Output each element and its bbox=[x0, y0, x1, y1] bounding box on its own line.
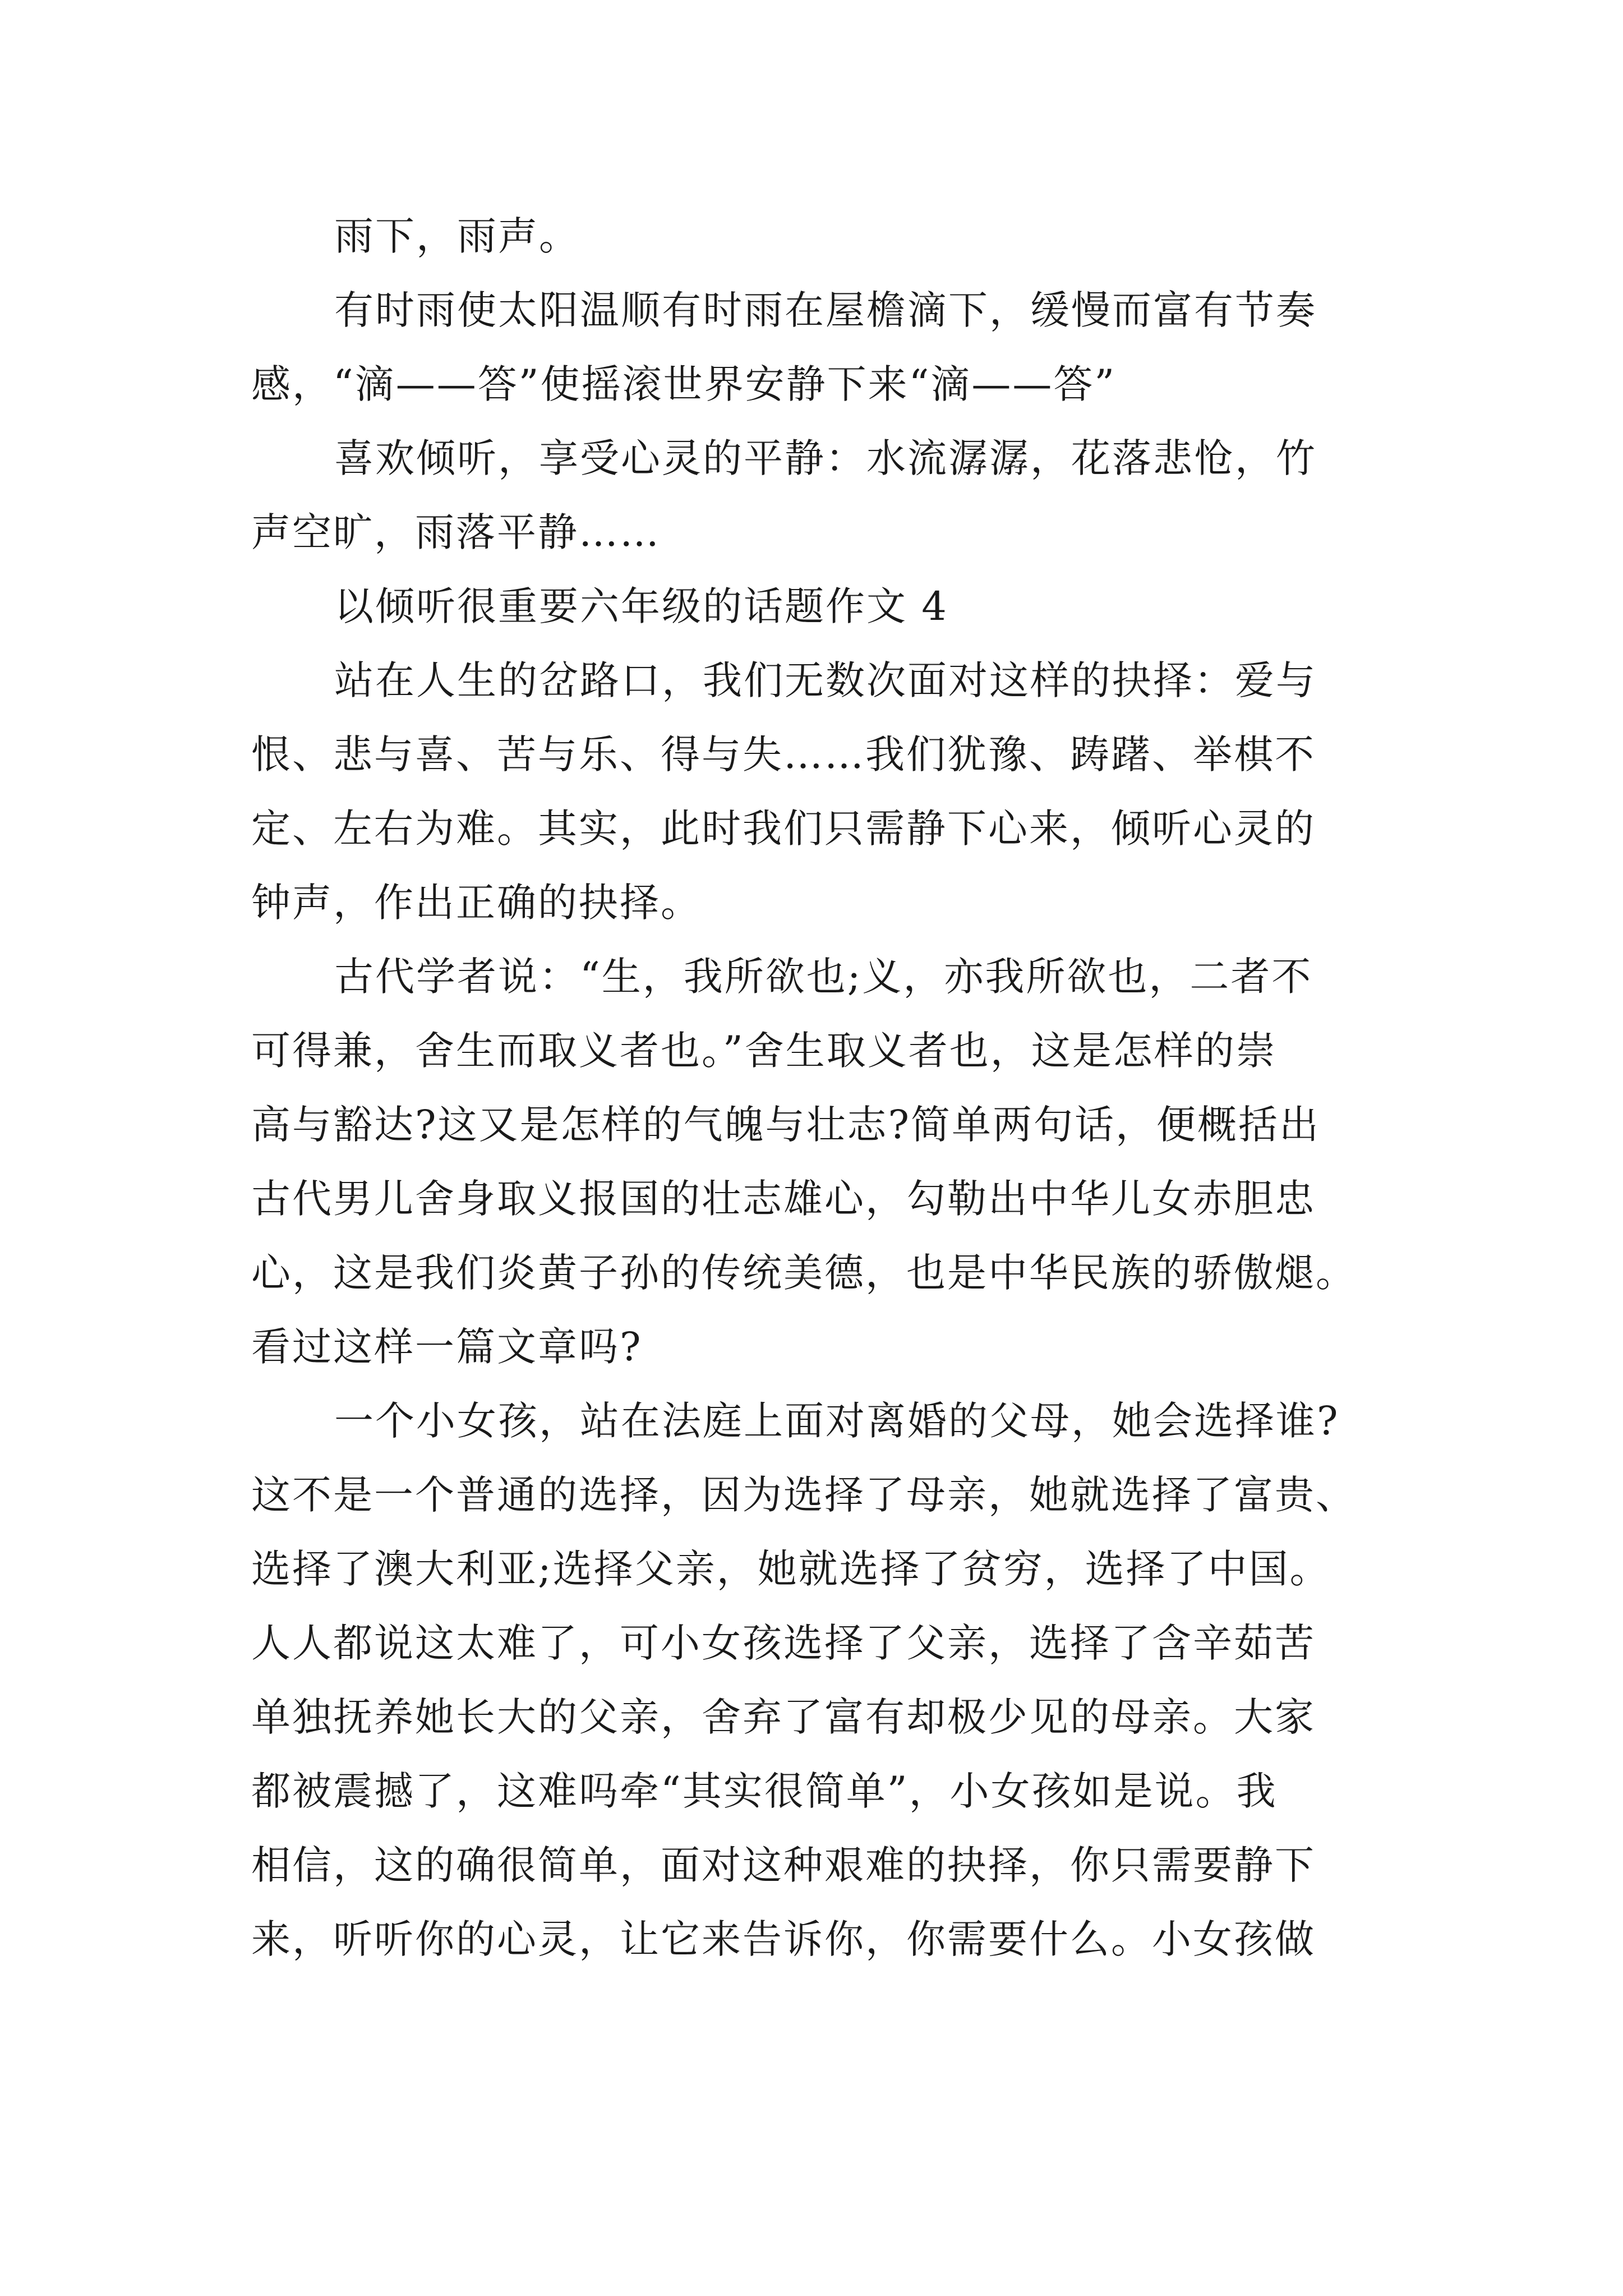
article-body bbox=[251, 199, 1390, 1976]
paragraph-line: 单独抚养她长大的父亲，舍弃了富有却极少见的母亲。大家 bbox=[251, 1694, 1316, 1740]
paragraph-line: 有时雨使太阳温顺有时雨在屋檐滴下，缓慢而富有节奏 bbox=[334, 287, 1317, 333]
paragraph-line: 感，“滴——答”使摇滚世界安静下来“滴——答” bbox=[251, 361, 1117, 407]
paragraph-line: 心，这是我们炎黄子孙的传统美德，也是中华民族的骄傲煺。 bbox=[251, 1250, 1357, 1296]
paragraph-line: 高与豁达?这又是怎样的气魄与壮志?简单两句话，便概括出 bbox=[251, 1102, 1321, 1148]
paragraph-line: 人人都说这太难了，可小女孩选择了父亲，选择了含辛茹苦 bbox=[251, 1620, 1316, 1666]
paragraph-line: 雨下，雨声。 bbox=[334, 213, 580, 259]
paragraph-line: 钟声，作出正确的抉择。 bbox=[251, 880, 702, 926]
paragraph-line: 来，听听你的心灵，让它来告诉你，你需要什么。小女孩做 bbox=[251, 1916, 1316, 1962]
paragraph-line: 站在人生的岔路口，我们无数次面对这样的抉择：爱与 bbox=[334, 657, 1317, 703]
paragraph-line: 古代男儿舍身取义报国的壮志雄心，勾勒出中华儿女赤胆忠 bbox=[251, 1176, 1316, 1222]
paragraph-line: 古代学者说：“生，我所欲也;义，亦我所欲也，二者不 bbox=[334, 954, 1313, 1000]
paragraph-line: 可得兼，舍生而取义者也。”舍生取义者也，这是怎样的崇 bbox=[251, 1028, 1277, 1074]
paragraph-line: 都被震撼了，这难吗牵“其实很简单”，小女孩如是说。我 bbox=[251, 1768, 1278, 1814]
paragraph-line: 一个小女孩，站在法庭上面对离婚的父母，她会选择谁? bbox=[334, 1398, 1340, 1444]
section-heading: 以倾听很重要六年级的话题作文 4 bbox=[334, 583, 948, 629]
paragraph-line: 看过这样一篇文章吗? bbox=[251, 1324, 643, 1370]
paragraph-line: 定、左右为难。其实，此时我们只需静下心来，倾听心灵的 bbox=[251, 806, 1316, 852]
paragraph-line: 声空旷，雨落平静…… bbox=[251, 509, 661, 555]
paragraph-line: 这不是一个普通的选择，因为选择了母亲，她就选择了富贵、 bbox=[251, 1472, 1357, 1518]
paragraph-line: 恨、悲与喜、苦与乐、得与失……我们犹豫、踌躇、举棋不 bbox=[251, 731, 1316, 777]
paragraph-line: 选择了澳大利亚;选择父亲，她就选择了贫穷，选择了中国。 bbox=[251, 1546, 1331, 1592]
paragraph-line: 喜欢倾听，享受心灵的平静：水流潺潺，花落悲怆，竹 bbox=[334, 435, 1317, 481]
paragraph-line: 相信，这的确很简单，面对这种艰难的抉择，你只需要静下 bbox=[251, 1842, 1316, 1888]
